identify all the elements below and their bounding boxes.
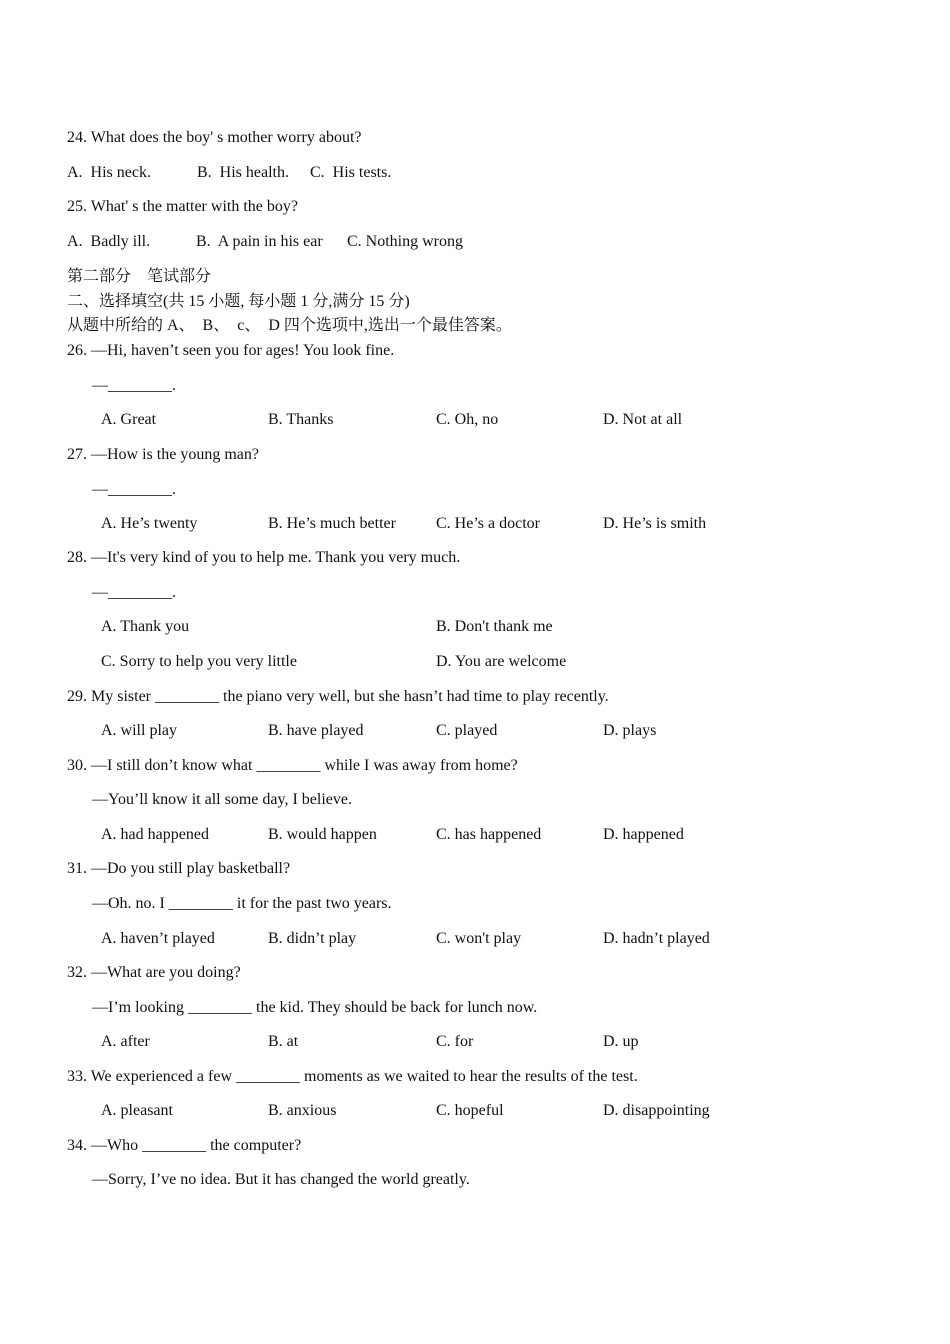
q27-option-c: C. He’s a doctor — [436, 515, 540, 532]
q24-option-c: C. His tests. — [310, 164, 392, 181]
q28-stem: 28. —It's very kind of you to help me. Thank you very much. — [67, 549, 461, 566]
q30-option-b: B. would happen — [268, 826, 377, 843]
q29-stem: 29. My sister ________ the piano very well, but she hasn’t had time to play recently. — [67, 688, 609, 705]
q30-stem: 30. —I still don’t know what ________ while I was away from home? — [67, 757, 518, 774]
q32-option-c: C. for — [436, 1033, 474, 1050]
q34-reply: —Sorry, I’ve no idea. But it has changed the world greatly. — [92, 1171, 470, 1188]
q31-option-d: D. hadn’t played — [603, 930, 710, 947]
q25-option-b: B. A pain in his ear — [196, 233, 323, 250]
q32-option-d: D. up — [603, 1033, 639, 1050]
q31-stem: 31. —Do you still play basketball? — [67, 860, 291, 877]
q33-option-d: D. disappointing — [603, 1102, 710, 1119]
q29-option-a: A. will play — [101, 722, 177, 739]
q28-option-d: D. You are welcome — [436, 653, 567, 670]
q33-option-b: B. anxious — [268, 1102, 337, 1119]
q29-option-d: D. plays — [603, 722, 657, 739]
q32-option-a: A. after — [101, 1033, 150, 1050]
q28-option-c: C. Sorry to help you very little — [101, 653, 297, 670]
q27-option-d: D. He’s is smith — [603, 515, 707, 532]
q25-stem: 25. What' s the matter with the boy? — [67, 198, 298, 215]
q32-option-b: B. at — [268, 1033, 299, 1050]
q26-stem: 26. —Hi, haven’t seen you for ages! You look fine. — [67, 342, 395, 359]
q27-stem: 27. —How is the young man? — [67, 446, 259, 463]
q32-reply: —I’m looking ________ the kid. They should be back for lunch now. — [92, 999, 538, 1016]
q29-option-b: B. have played — [268, 722, 364, 739]
q31-option-c: C. won't play — [436, 930, 522, 947]
q24-option-a: A. His neck. — [67, 164, 151, 181]
q28-reply: —________. — [92, 584, 176, 601]
q24-stem: 24. What does the boy' s mother worry about? — [67, 129, 362, 146]
q26-option-a: A. Great — [101, 411, 157, 428]
q26-option-b: B. Thanks — [268, 411, 334, 428]
q30-option-a: A. had happened — [101, 826, 209, 843]
q24-option-b: B. His health. — [197, 164, 289, 181]
q33-stem: 33. We experienced a few ________ moments as we waited to hear the results of the test. — [67, 1068, 638, 1085]
q30-option-c: C. has happened — [436, 826, 542, 843]
q25-option-c: C. Nothing wrong — [347, 233, 463, 250]
q26-option-c: C. Oh, no — [436, 411, 499, 428]
q29-option-c: C. played — [436, 722, 498, 739]
q26-reply: —________. — [92, 377, 176, 394]
q32-stem: 32. —What are you doing? — [67, 964, 241, 981]
q31-option-b: B. didn’t play — [268, 930, 357, 947]
q25-option-a: A. Badly ill. — [67, 233, 151, 250]
q27-option-a: A. He’s twenty — [101, 515, 198, 532]
q30-option-d: D. happened — [603, 826, 684, 843]
q31-option-a: A. haven’t played — [101, 930, 215, 947]
q30-reply: —You’ll know it all some day, I believe. — [92, 791, 352, 808]
q28-option-b: B. Don't thank me — [436, 618, 553, 635]
q27-option-b: B. He’s much better — [268, 515, 396, 532]
q33-option-a: A. pleasant — [101, 1102, 173, 1119]
q27-reply: —________. — [92, 481, 176, 498]
q28-option-a: A. Thank you — [101, 618, 190, 635]
q31-reply: —Oh. no. I ________ it for the past two years. — [92, 895, 392, 912]
q26-option-d: D. Not at all — [603, 411, 683, 428]
section-heading: 二、选择填空(共 15 小题, 每小题 1 分,满分 15 分) — [67, 293, 410, 310]
q33-option-c: C. hopeful — [436, 1102, 504, 1119]
section-instruction: 从题中所给的 A、 B、 c、 D 四个选项中,选出一个最佳答案。 — [67, 317, 512, 334]
part-title: 第二部分 笔试部分 — [67, 268, 212, 285]
q34-stem: 34. —Who ________ the computer? — [67, 1137, 302, 1154]
